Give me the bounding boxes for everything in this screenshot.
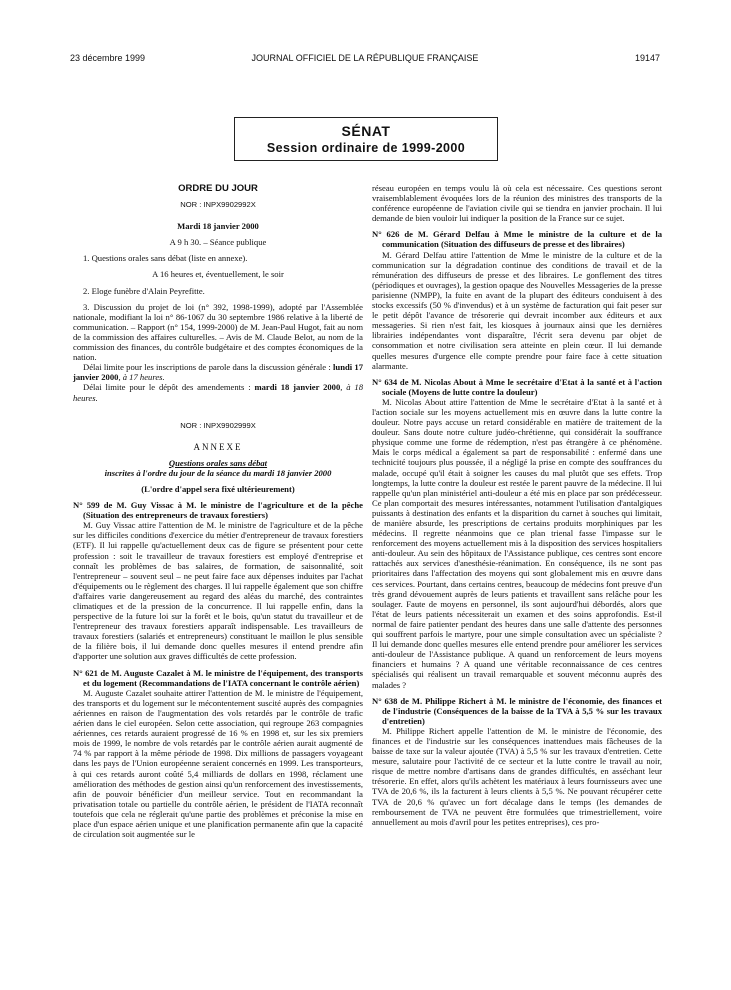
senat-title-box xyxy=(234,117,498,161)
deadline-speakers-pre: Délai limite pour les inscriptions de parole dans la discussion générale : xyxy=(83,362,334,373)
agenda-item-1: 1. Questions orales sans débat (liste en annexe). xyxy=(83,253,248,264)
senat-title: SÉNAT xyxy=(341,123,391,139)
session-date: Mardi 18 janvier 2000 xyxy=(177,221,259,232)
ordre-du-jour-heading: ORDRE DU JOUR xyxy=(178,183,258,194)
annexe-heading: ANNEXE xyxy=(193,441,243,452)
question-638-heading: N° 638 de M. Philippe Richert à M. le ministre de l'économie, des finances et de l'industrie (Conséquences de la baisse de la TVA à 5,5 % sur les travaux d'entretien) xyxy=(372,695,662,726)
question-634-heading: N° 634 de M. Nicolas About à Mme le secrétaire d'Etat à la santé et à l'action sociale (Moyens de lutte contre la douleur) xyxy=(372,376,662,397)
agenda-item-2: 2. Eloge funèbre d'Alain Peyrefitte. xyxy=(83,285,205,296)
nor-reference-2: NOR : INPX9902999X xyxy=(180,420,256,430)
question-621-heading: N° 621 de M. Auguste Cazalet à M. le ministre de l'équipement, des transports et du logement (Recommandations de l'IATA concernant le contrôle aérien) xyxy=(73,667,363,688)
question-634-text: M. Nicolas About attire l'attention de Mme le secrétaire d'Etat à la santé et à l'action sociale sur les moyens actuellement mis en œuvre dans la lutte contre la douleur. Notre pays accuse un retard considérable en matière de traitement de la douleur. Sans doute notre culture judéo-chrétienne, qui considérait la souffrance physique comme une forme de rédemption, n'est pas étrangère à ce phénomène. Mais le corps médical a également sa part de responsabilité : enfermé dans une technicité toujours plus poussée, il a négligé la prise en compte des souffrances du malade, occupé qu'il était à soigner les causes du mal plutôt que ses effets. Trop longtemps, la lutte contre la douleur est restée le parent pauvre de la médecine. Il lui rappelle qu'un plan ministériel anti-douleur a été mis en place par son prédécesseur. Ce plan comportait des mesures intéressantes, notamment l'utilisation d'antalgiques puissants à destination des enfants et la disparition du carnet à souches qui limitait, de manière absurde, les prescriptions de certains produits morphiniques par les médecins. Il regrette néanmoins que ce plan trienal fasse l'impasse sur le renforcement des moyens actuellement mis à la disposition des services hospitaliers anti-douleur. Au sein des hôpitaux de l'Assistance publique, ces centres sont encore rattachés aux services d'anesthésie-réanimation. En conséquence, ils ne sont pas prioritaires dans l'affectation des moyens qui sont globalement mis en œuvre dans ces services. Pourtant, dans certains centres, beaucoup de médecins font preuve d'un très grand dévouement auprès de leurs patients et travaillent sans relâche pour les soulager. Faute de moyens en personnel, ils sont aujourd'hui débordés, alors que l'état de leurs patients nécessiterait un examen et des soins approfondis. Est-il normal de faire patienter pendant des heures dans une salle d'attente des personnes qui souffrent parfois le martyre, pour une simple consultation avec un spécialiste ? Il lui demande donc quelles mesures elle entend prendre pour améliorer les services anti-douleur de l'Assistance publique. A quand un renforcement de leurs moyens financiers et humains ? A quand une véritable reconnaissance de ces centres spécialisés qui réalisent un travail remarquable et souvent méconnu auprès des malades ? xyxy=(372,396,662,690)
question-621-continued: réseau européen en temps voulu là où cela est nécessaire. Ces questions seront vraisemblablement évoquées lors de la réunion des ministres des transports de la conférence européenne de l'aviation civile qui se tiendra en janvier prochain. Il lui demande de bien vouloir lui indiquer la position de la France sur ce sujet. xyxy=(372,183,662,224)
question-626-text: M. Gérard Delfau attire l'attention de Mme le ministre de la culture et de la communication sur la dégradation continue des conditions de travail et de la rémunération des diffuseurs de presse et des libraires. Le gonflement des titres (périodiques et ouvrages), la gestion opaque des Nouvelles Messageries de la presse parisienne (NMPP), la fuite en avant de la plupart des éditeurs conduisent à des stocks excessifs (50 % d'invendus) et à un système de facturation qui fait peser sur le petit dépôt l'avance de trésorerie qui devrait incomber aux éditeurs et aux messageries. Si rien n'est fait, les kiosques à journaux ainsi que les dernières librairies indépendantes vont disparaître, l'écrit sera devenu par objet de consommation et notre civilisation sera atteinte en plein cœur. Il lui demande quelles mesures d'urgence elle compte prendre pour faire face à cette situation alarmante. xyxy=(372,249,662,371)
deadline-amendments-post: , à 18 heures. xyxy=(73,382,363,403)
session-title: Session ordinaire de 1999-2000 xyxy=(266,141,466,155)
header-page-number: 19147 xyxy=(634,53,660,63)
question-599-heading: N° 599 de M. Guy Vissac à M. le ministre de l'agriculture et de la pêche (Situation des entrepreneurs de travaux forestiers) xyxy=(73,500,363,521)
deadline-speakers-date: lundi 17 janvier 2000 xyxy=(73,362,363,383)
question-626-heading: N° 626 de M. Gérard Delfau à Mme le ministre de la culture et de la communication (Situation des diffuseurs de presse et des libraires) xyxy=(372,229,662,250)
morning-session: A 9 h 30. – Séance publique xyxy=(169,237,267,248)
question-638-text: M. Philippe Richert appelle l'attention de M. le ministre de l'économie, des finances et de l'industrie sur les conséquences inattendues mais fâcheuses de la baisse de taxe sur la valeur ajoutée (TVA) à 5,5 % sur les travaux d'entretien. Cette mesure, salutaire pour l'activité de ce secteur et la lutte contre le travail au noir, risque de mettre nombre d'artisans dans de grandes difficultés, en asséchant leur trésorerie. En effet, alors qu'ils achètent les matériaux à leurs fournisseurs avec une TVA de 20,6 %, ils la facturent à leurs clients à 5,5 %. Ne pouvant récupérer cette TVA de 20,6 % qu'avec un fort décalage dans le temps (les demandes de remboursement de TVA ne peuvent être formulées que trimestriellement, voire annuellement au mois d'avril pour les petites entreprises), ces pro- xyxy=(372,725,662,827)
deadline-amendments-pre: Délai limite pour le dépôt des amendements : xyxy=(83,382,255,393)
deadline-amendments-date: mardi 18 janvier 2000 xyxy=(254,382,341,393)
order-note: (L'ordre d'appel sera fixé ultérieurement) xyxy=(141,483,295,494)
running-header xyxy=(70,53,660,67)
questions-subheading: inscrites à l'ordre du jour de la séance du mardi 18 janvier 2000 xyxy=(104,467,332,478)
left-column xyxy=(73,184,363,839)
nor-reference-1: NOR : INPX9902992X xyxy=(180,200,256,210)
question-599-text: M. Guy Vissac attire l'attention de M. le ministre de l'agriculture et de la pêche sur les difficiles conditions d'exercice du métier d'entrepreneur de travaux forestiers (ETF). Il lui rappelle qu'actuellement deux cas de figure se présentent pour cette profession : soit le travailleur de travaux forestiers est employé d'entreprise et connaît les problèmes de bas salaires, de formation, de saisonnalité, soit l'entrepreneur – souvent seul – ne peut faire face aux dépenses induites par l'achat d'équipements ou le règlement des charges. Il lui rappelle également que son chiffre d'affaires varie dangereusement au regard des aléas du marché, des contraintes climatiques et de la pression de la concurrence. Il lui rappelle enfin, dans la perspective de la future loi sur la forêt et le bois, qu'un statut du travailleur et de l'entrepreneur des travaux forestiers apparaît indispensable. Les travailleurs de travaux forestiers (salariés et entrepreneurs) constituant le maillon le plus sensible de la filière bois, il lui demande donc quelles mesures il entend prendre afin d'apporter une solution aux graves difficultés de cette profession. xyxy=(73,520,363,662)
header-date: 23 décembre 1999 xyxy=(70,53,146,63)
afternoon-session: A 16 heures et, éventuellement, le soir xyxy=(152,269,284,280)
deadline-speakers-post: , à 17 heures. xyxy=(118,372,165,383)
right-column xyxy=(372,183,662,827)
header-journal-title: JOURNAL OFFICIEL DE LA RÉPUBLIQUE FRANÇAISE xyxy=(251,53,479,63)
agenda-item-3: 3. Discussion du projet de loi (n° 392, 1998-1999), adopté par l'Assemblée nationale, modifiant la loi n° 86-1067 du 30 septembre 1986 relative à la liberté de communication. – Rapport (n° 154, 1999-2000) de M. Jean-Paul Hugot, fait au nom de la commission des affaires culturelles. – Avis de M. Claude Belot, au nom de la commission des finances, du contrôle budgétaire et des comptes économiques de la nation. xyxy=(73,301,363,363)
deadline-amendments xyxy=(73,382,363,402)
deadline-speakers xyxy=(73,362,363,382)
question-621-text: M. Auguste Cazalet souhaite attirer l'attention de M. le ministre de l'équipement, des transports et du logement sur le mécontentement suscité auprès des compagnies aériennes en raison de l'augmentation des vols retardés par le contrôle de trafic aérien dans le ciel européen. Selon cette association, qui regroupe 263 compagnies aériennes, ces retards auraient progressé de 16 % en 1998 et, sur les six premiers mois de 1999, le nombre de vols retardés par le contrôle aérien aurait augmenté de 74 % par rapport à la même période de 1998. Dix millions de passagers voyageant dans les pays de l'Union européenne seraient concernés en 1999. Les transporteurs, à qui ces retards auront coûté 5,4 milliards de dollars en 1998, réclament une amélioration des méthodes de gestion ainsi qu'un renforcement des investissements, afin de pouvoir bénéficier d'un meilleur service. Tout en recommandant la privatisation totale ou partielle du contrôle aérien, le président de l'IATA reconnaît toutefois que cela ne réglerait qu'une partie des problèmes et préconise la mise en place d'un espace aérien unique et une planification permanente afin que la capacité de circulation soit augmentée sur le xyxy=(73,687,363,840)
questions-heading: Questions orales sans débat xyxy=(168,457,268,468)
